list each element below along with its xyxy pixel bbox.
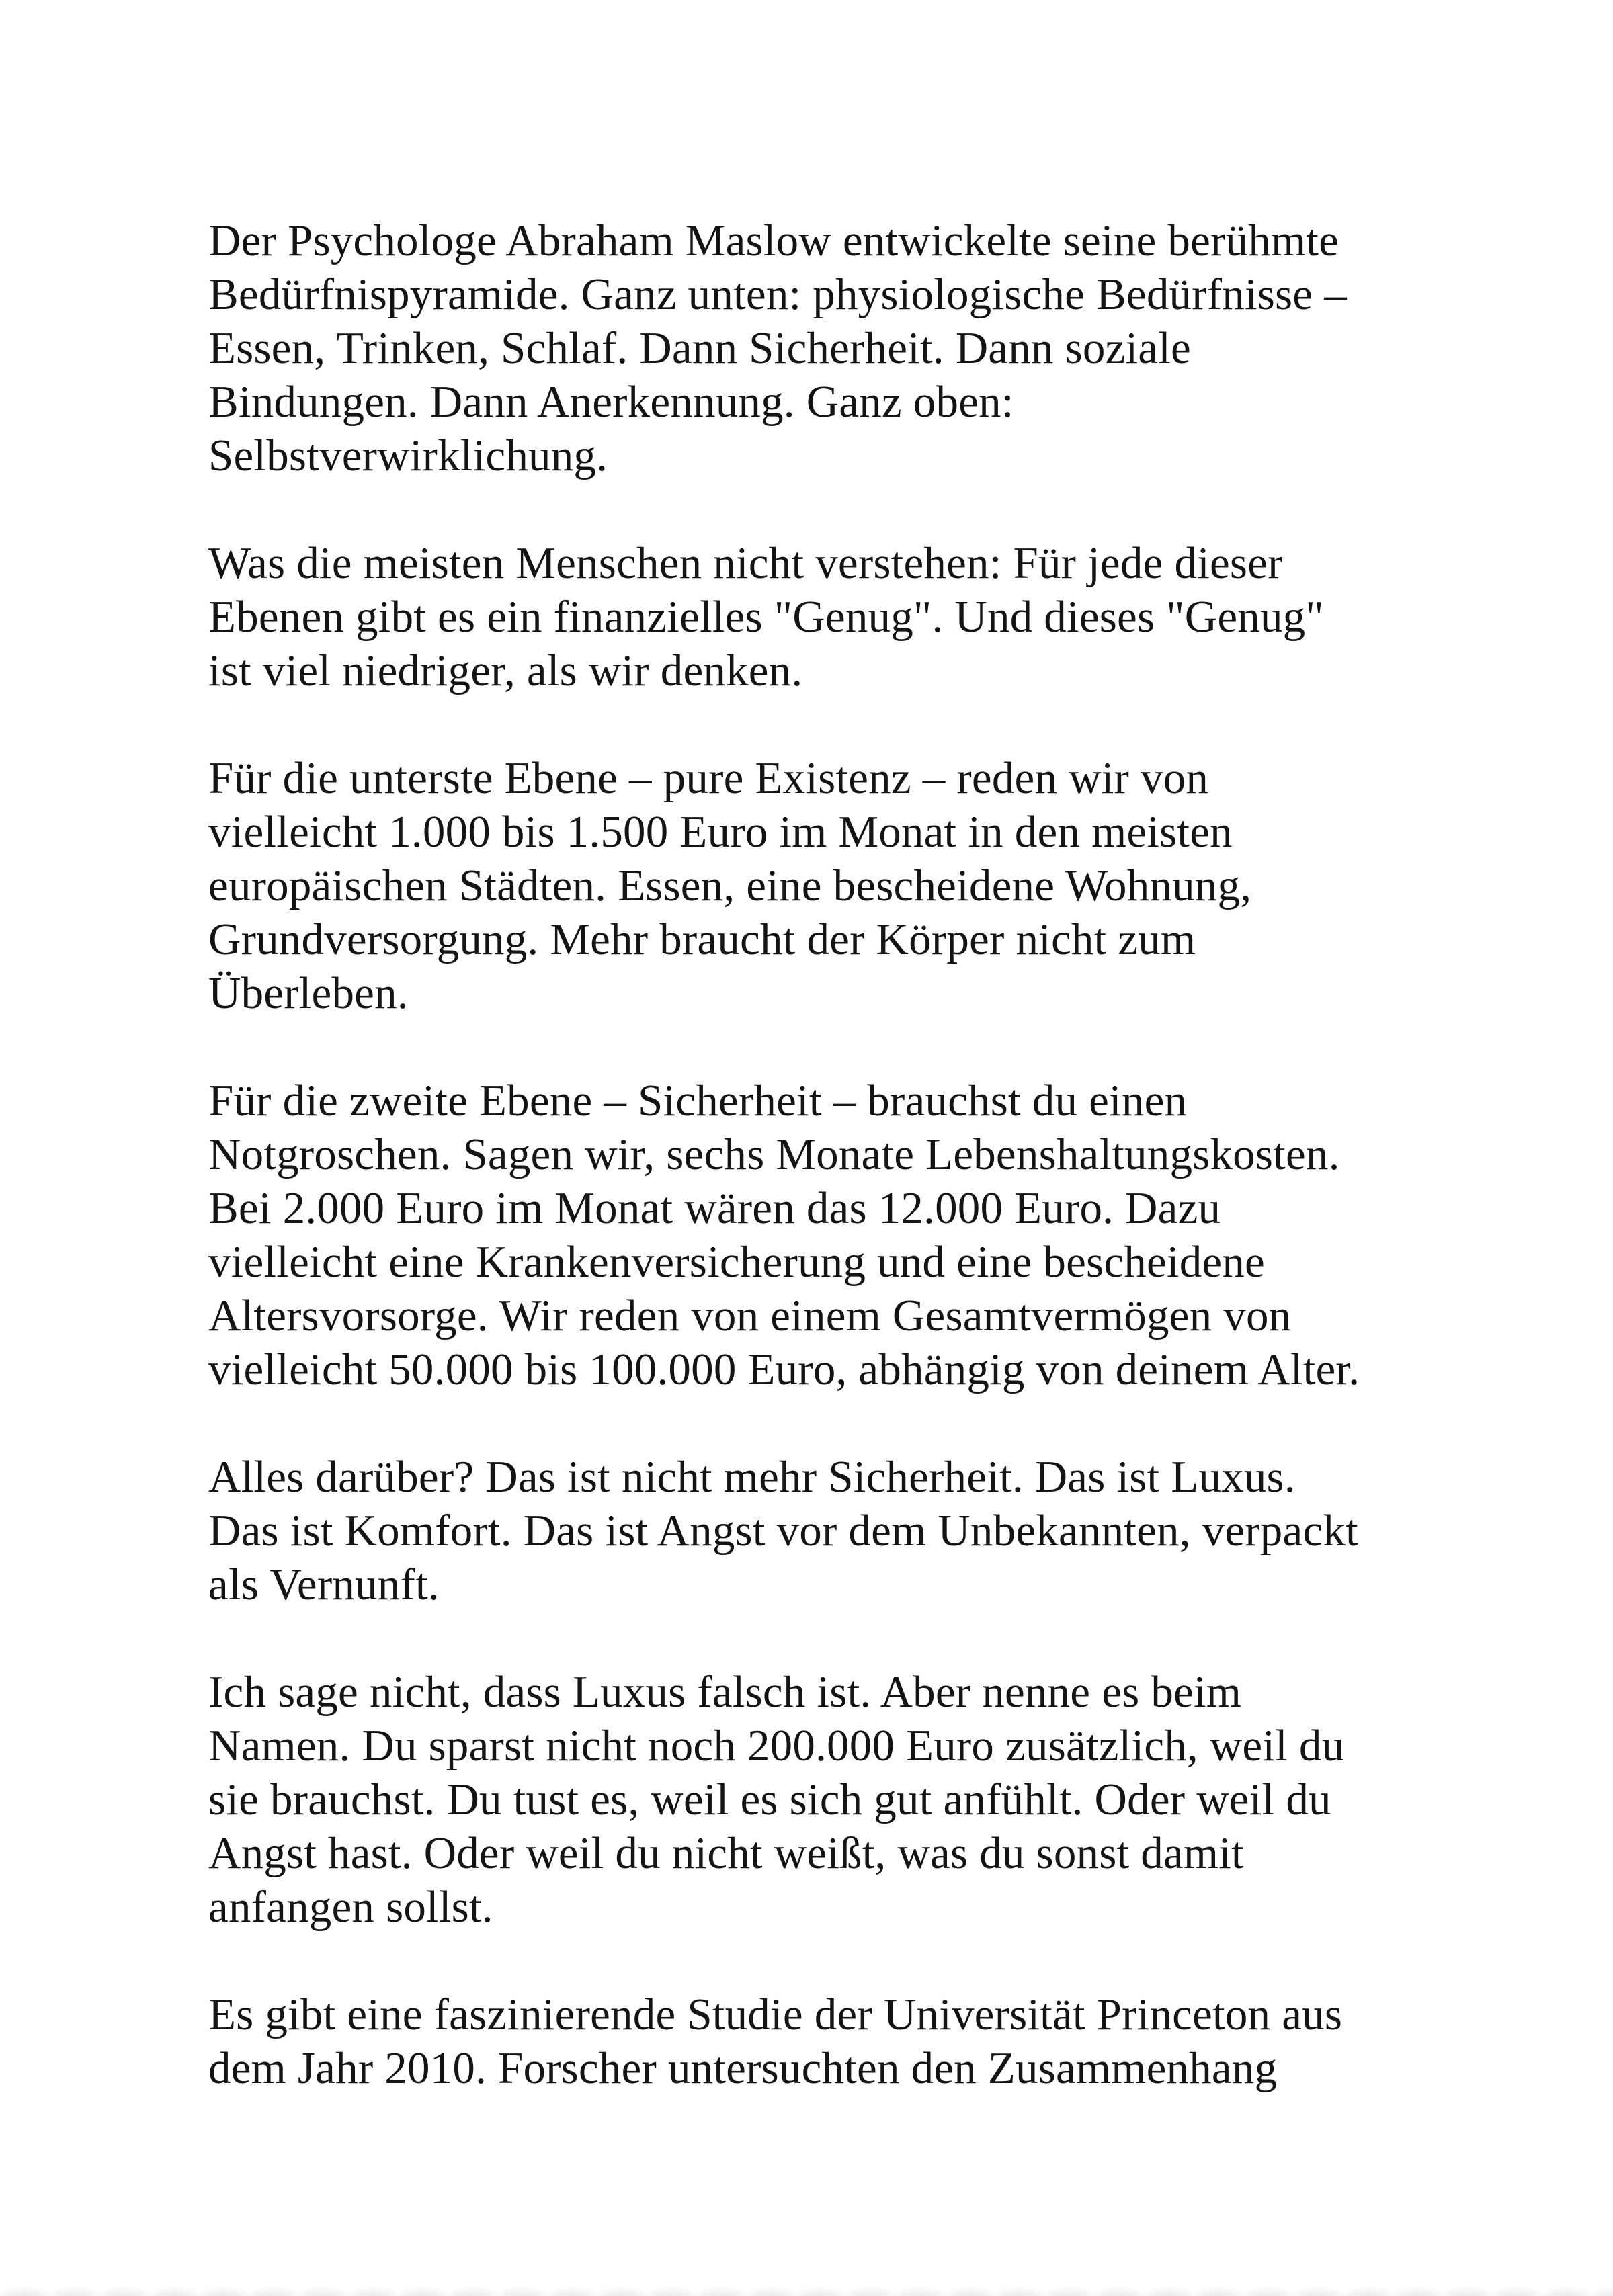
paragraph <box>208 1450 1411 1611</box>
text-line: Es gibt eine faszinierende Studie der Universität Princeton aus <box>208 1990 1343 2039</box>
paragraph <box>208 751 1411 1020</box>
paragraph <box>208 1074 1411 1396</box>
text-line: dem Jahr 2010. Forscher untersuchten den Zusammenhang <box>208 2043 1278 2093</box>
text-line: als Vernunft. <box>208 1560 440 1609</box>
text-line: Essen, Trinken, Schlaf. Dann Sicherheit. Dann soziale <box>208 323 1191 373</box>
text-line: sie brauchst. Du tust es, weil es sich gut anfühlt. Oder weil du <box>208 1775 1331 1824</box>
text-line: Bedürfnispyramide. Ganz unten: physiologische Bedürfnisse – <box>208 269 1347 319</box>
torn-paper-edge <box>0 2283 1613 2296</box>
text-line: Überleben. <box>208 968 409 1018</box>
paragraph <box>208 214 1411 482</box>
text-line: Namen. Du sparst nicht noch 200.000 Euro zusätzlich, weil du <box>208 1721 1345 1771</box>
paragraph <box>208 1665 1411 1934</box>
text-line: Altersvorsorge. Wir reden von einem Gesamtvermögen von <box>208 1291 1292 1341</box>
text-content <box>208 214 1411 2095</box>
text-line: Alles darüber? Das ist nicht mehr Sicherheit. Das ist Luxus. <box>208 1452 1296 1502</box>
text-line: Der Psychologe Abraham Maslow entwickelte seine berühmte <box>208 216 1339 265</box>
text-line: Ich sage nicht, dass Luxus falsch ist. Aber nenne es beim <box>208 1667 1242 1717</box>
text-line: Was die meisten Menschen nicht verstehen: Für jede dieser <box>208 538 1283 588</box>
text-line: anfangen sollst. <box>208 1882 493 1932</box>
text-line: Bindungen. Dann Anerkennung. Ganz oben: <box>208 377 1014 427</box>
text-line: Für die zweite Ebene – Sicherheit – brauchst du einen <box>208 1076 1188 1125</box>
text-line: Für die unterste Ebene – pure Existenz – reden wir von <box>208 753 1209 803</box>
text-line: vielleicht eine Krankenversicherung und eine bescheidene <box>208 1237 1265 1287</box>
text-line: ist viel niedriger, als wir denken. <box>208 646 803 695</box>
text-line: Angst hast. Oder weil du nicht weißt, was du sonst damit <box>208 1828 1244 1878</box>
text-line: europäischen Städten. Essen, eine bescheidene Wohnung, <box>208 861 1252 910</box>
text-line: Ebenen gibt es ein finanzielles "Genug". Und dieses "Genug" <box>208 592 1324 642</box>
paragraph <box>208 536 1411 697</box>
text-line: Bei 2.000 Euro im Monat wären das 12.000 Euro. Dazu <box>208 1183 1221 1233</box>
text-line: Selbstverwirklichung. <box>208 431 608 480</box>
text-line: vielleicht 50.000 bis 100.000 Euro, abhängig von deinem Alter. <box>208 1345 1360 1394</box>
text-line: Grundversorgung. Mehr braucht der Körper nicht zum <box>208 915 1196 964</box>
text-line: vielleicht 1.000 bis 1.500 Euro im Monat in den meisten <box>208 807 1233 857</box>
text-line: Notgroschen. Sagen wir, sechs Monate Lebenshaltungskosten. <box>208 1130 1340 1179</box>
paragraph <box>208 1988 1411 2095</box>
text-line: Das ist Komfort. Das ist Angst vor dem Unbekannten, verpackt <box>208 1506 1358 1556</box>
